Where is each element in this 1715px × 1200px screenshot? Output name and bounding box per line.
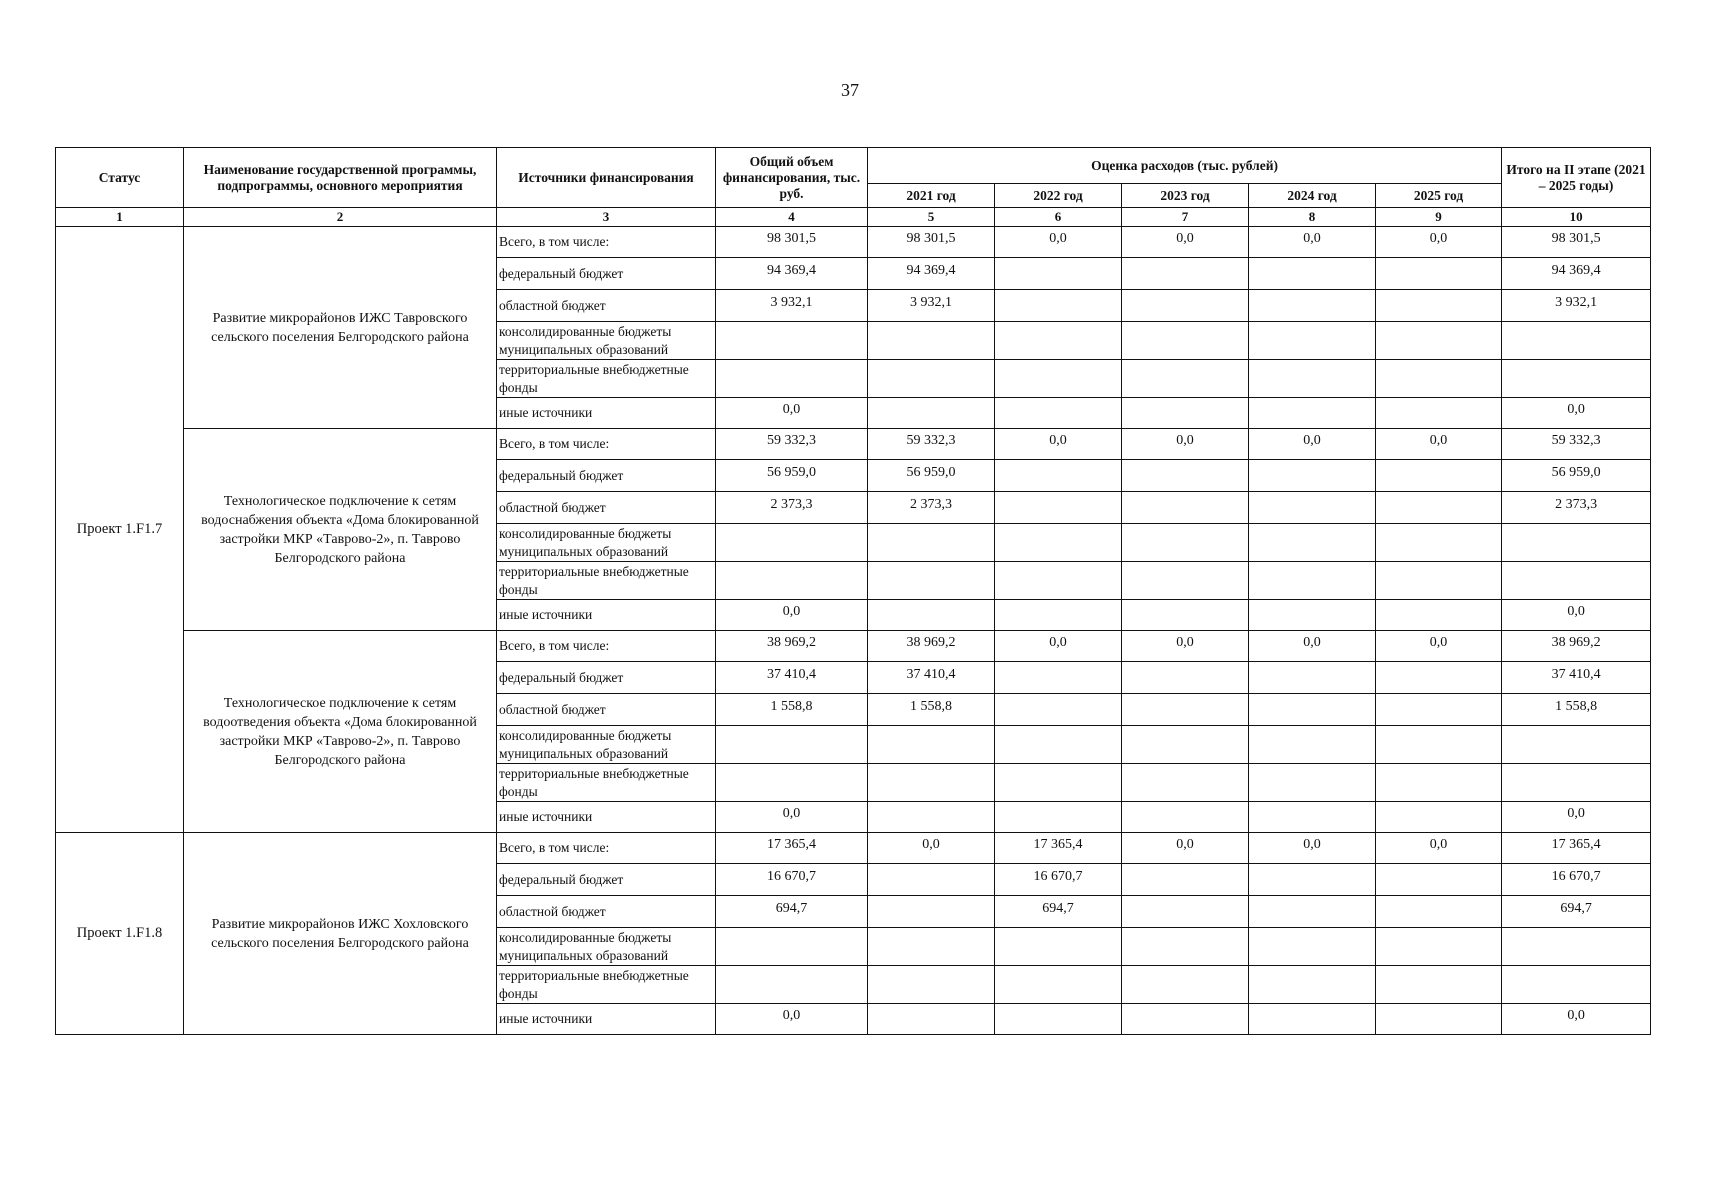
column-number: 3	[497, 208, 716, 227]
amount-cell	[1502, 360, 1651, 398]
amount-value: 0,0	[1429, 837, 1448, 852]
amount-cell	[995, 227, 1122, 258]
amount-cell	[995, 492, 1122, 524]
amount-cell	[1122, 966, 1249, 1004]
column-number: 1	[56, 208, 184, 227]
amount-cell	[1122, 802, 1249, 833]
amount-cell	[995, 600, 1122, 631]
amount-cell	[1122, 429, 1249, 460]
amount-cell	[716, 398, 868, 429]
amount-cell	[1502, 631, 1651, 662]
amount-cell	[1502, 764, 1651, 802]
amount-cell	[868, 631, 995, 662]
amount-cell	[1502, 258, 1651, 290]
funding-source-cell: федеральный бюджет	[497, 864, 716, 896]
amount-cell	[1376, 429, 1502, 460]
amount-cell	[995, 764, 1122, 802]
amount-cell	[1502, 1004, 1651, 1035]
amount-cell	[868, 726, 995, 764]
amount-value: 16 670,7	[767, 868, 816, 884]
amount-cell	[1122, 227, 1249, 258]
funding-source-cell: Всего, в том числе:	[497, 227, 716, 258]
amount-cell	[1376, 764, 1502, 802]
funding-source-cell: иные источники	[497, 398, 716, 429]
amount-value: 0,0	[1303, 433, 1321, 448]
amount-value: 98 301,5	[767, 231, 816, 246]
column-number: 2	[184, 208, 497, 227]
amount-value: 694,7	[1560, 900, 1592, 916]
amount-value: 2 373,3	[770, 496, 813, 512]
column-number: 5	[868, 208, 995, 227]
amount-value: 0,0	[1303, 635, 1321, 650]
amount-value: 37 410,4	[767, 666, 816, 682]
column-number: 7	[1122, 208, 1249, 227]
amount-cell	[1122, 833, 1249, 864]
amount-cell	[1249, 928, 1376, 966]
amount-cell	[1376, 398, 1502, 429]
program-name-cell: Технологическое подключение к сетям водоотведения объекта «Дома блокированной застройки МКР «Таврово-2», п. Таврово Белгородского района	[184, 631, 497, 833]
amount-cell	[995, 460, 1122, 492]
amount-cell	[1249, 492, 1376, 524]
amount-cell	[1249, 726, 1376, 764]
status-cell: Проект 1.F1.7	[56, 227, 184, 833]
column-number: 6	[995, 208, 1122, 227]
amount-value: 0,0	[1176, 635, 1194, 650]
amount-cell	[995, 398, 1122, 429]
amount-cell	[868, 492, 995, 524]
amount-cell	[1502, 928, 1651, 966]
header-name: Наименование государственной программы, подпрограммы, основного мероприятия	[184, 148, 497, 208]
header-year: 2023 год	[1122, 184, 1249, 208]
amount-cell	[995, 631, 1122, 662]
amount-cell	[1122, 322, 1249, 360]
amount-cell	[1249, 864, 1376, 896]
amount-value: 2 373,3	[1555, 496, 1598, 512]
amount-cell	[716, 802, 868, 833]
amount-cell	[1376, 460, 1502, 492]
program-name-cell: Технологическое подключение к сетям водоснабжения объекта «Дома блокированной застройки МКР «Таврово-2», п. Таврово Белгородского района	[184, 429, 497, 631]
amount-cell	[995, 1004, 1122, 1035]
financing-table-wrapper	[55, 147, 1650, 1035]
amount-cell	[1249, 802, 1376, 833]
amount-value: 17 365,4	[1551, 837, 1601, 852]
amount-cell	[995, 896, 1122, 928]
financing-table	[55, 147, 1651, 1035]
amount-value: 16 670,7	[1033, 868, 1083, 884]
amount-cell	[1376, 600, 1502, 631]
funding-source-cell: территориальные внебюджетные фонды	[497, 360, 716, 398]
amount-cell	[1249, 764, 1376, 802]
amount-cell	[1122, 460, 1249, 492]
amount-cell	[1122, 1004, 1249, 1035]
amount-cell	[868, 429, 995, 460]
amount-value: 59 332,3	[1551, 433, 1601, 448]
amount-value: 3 932,1	[770, 294, 813, 310]
amount-cell	[1502, 896, 1651, 928]
funding-source-cell: территориальные внебюджетные фонды	[497, 966, 716, 1004]
amount-cell	[1502, 322, 1651, 360]
amount-cell	[868, 322, 995, 360]
amount-cell	[995, 322, 1122, 360]
amount-cell	[1249, 429, 1376, 460]
table-row	[56, 429, 1651, 460]
amount-cell	[868, 460, 995, 492]
amount-cell	[716, 864, 868, 896]
amount-cell	[1502, 562, 1651, 600]
amount-cell	[1502, 524, 1651, 562]
header-year: 2025 год	[1376, 184, 1502, 208]
amount-cell	[868, 398, 995, 429]
amount-cell	[716, 966, 868, 1004]
amount-value: 0,0	[1176, 231, 1194, 246]
funding-source-cell: иные источники	[497, 802, 716, 833]
amount-value: 0,0	[782, 806, 801, 821]
amount-cell	[1502, 802, 1651, 833]
amount-cell	[868, 966, 995, 1004]
amount-cell	[1502, 694, 1651, 726]
amount-cell	[868, 600, 995, 631]
amount-value: 1 558,8	[1555, 698, 1598, 714]
amount-cell	[1502, 662, 1651, 694]
amount-cell	[995, 694, 1122, 726]
amount-cell	[995, 258, 1122, 290]
amount-value: 0,0	[1303, 231, 1321, 246]
amount-cell	[1249, 631, 1376, 662]
amount-cell	[1376, 966, 1502, 1004]
amount-cell	[1249, 524, 1376, 562]
amount-value: 38 969,2	[767, 635, 816, 650]
amount-value: 0,0	[782, 604, 801, 619]
funding-source-cell: иные источники	[497, 1004, 716, 1035]
amount-cell	[1502, 966, 1651, 1004]
amount-value: 1 558,8	[770, 698, 813, 714]
amount-cell	[716, 662, 868, 694]
amount-cell	[1122, 398, 1249, 429]
funding-source-cell: областной бюджет	[497, 290, 716, 322]
amount-cell	[716, 258, 868, 290]
amount-cell	[1122, 896, 1249, 928]
amount-value: 0,0	[1049, 433, 1067, 448]
amount-cell	[868, 227, 995, 258]
amount-cell	[995, 429, 1122, 460]
amount-value: 0,0	[1429, 433, 1448, 448]
amount-cell	[995, 290, 1122, 322]
amount-cell	[1376, 896, 1502, 928]
amount-cell	[868, 928, 995, 966]
amount-cell	[1502, 460, 1651, 492]
amount-cell	[1502, 398, 1651, 429]
amount-cell	[716, 896, 868, 928]
amount-cell	[1249, 694, 1376, 726]
amount-value: 2 373,3	[910, 496, 952, 512]
amount-value: 0,0	[1176, 837, 1194, 852]
amount-cell	[995, 833, 1122, 864]
amount-cell	[1376, 1004, 1502, 1035]
amount-cell	[1249, 360, 1376, 398]
amount-cell	[868, 833, 995, 864]
amount-value: 0,0	[922, 837, 940, 852]
amount-cell	[1122, 600, 1249, 631]
amount-cell	[716, 492, 868, 524]
amount-value: 37 410,4	[1551, 666, 1601, 682]
table-row	[56, 227, 1651, 258]
amount-cell	[868, 662, 995, 694]
amount-cell	[995, 360, 1122, 398]
funding-source-cell: федеральный бюджет	[497, 662, 716, 694]
amount-cell	[1249, 562, 1376, 600]
amount-cell	[1249, 290, 1376, 322]
amount-cell	[1249, 258, 1376, 290]
header-year: 2024 год	[1249, 184, 1376, 208]
amount-cell	[716, 460, 868, 492]
program-name-cell: Развитие микрорайонов ИЖС Хохловского сельского поселения Белгородского района	[184, 833, 497, 1035]
amount-value: 59 332,3	[906, 433, 956, 448]
amount-cell	[716, 726, 868, 764]
amount-cell	[1122, 694, 1249, 726]
amount-cell	[1249, 227, 1376, 258]
amount-cell	[868, 764, 995, 802]
amount-cell	[716, 928, 868, 966]
amount-cell	[716, 833, 868, 864]
table-row	[56, 833, 1651, 864]
amount-cell	[1249, 1004, 1376, 1035]
amount-cell	[716, 631, 868, 662]
amount-cell	[1122, 258, 1249, 290]
amount-cell	[1249, 600, 1376, 631]
column-number: 4	[716, 208, 868, 227]
amount-value: 56 959,0	[767, 464, 816, 480]
status-cell: Проект 1.F1.8	[56, 833, 184, 1035]
program-name-cell: Развитие микрорайонов ИЖС Тавровского сельского поселения Белгородского района	[184, 227, 497, 429]
amount-value: 0,0	[1567, 806, 1585, 821]
amount-cell	[716, 322, 868, 360]
amount-cell	[1502, 600, 1651, 631]
funding-source-cell: территориальные внебюджетные фонды	[497, 562, 716, 600]
amount-value: 38 969,2	[906, 635, 956, 650]
column-number-row	[56, 208, 1651, 227]
amount-cell	[1502, 833, 1651, 864]
amount-value: 94 369,4	[906, 262, 956, 278]
amount-cell	[995, 864, 1122, 896]
funding-source-cell: Всего, в том числе:	[497, 631, 716, 662]
funding-source-cell: Всего, в том числе:	[497, 429, 716, 460]
amount-cell	[1122, 524, 1249, 562]
amount-value: 694,7	[1042, 900, 1074, 916]
amount-cell	[1376, 694, 1502, 726]
amount-cell	[995, 562, 1122, 600]
header-sources: Источники финансирования	[497, 148, 716, 208]
amount-cell	[868, 562, 995, 600]
amount-cell	[1376, 928, 1502, 966]
amount-cell	[1376, 562, 1502, 600]
amount-value: 0,0	[1429, 231, 1448, 246]
amount-cell	[1249, 966, 1376, 1004]
amount-cell	[716, 1004, 868, 1035]
amount-cell	[995, 802, 1122, 833]
funding-source-cell: иные источники	[497, 600, 716, 631]
amount-value: 3 932,1	[1555, 294, 1598, 310]
amount-cell	[1249, 833, 1376, 864]
amount-cell	[716, 562, 868, 600]
funding-source-cell: федеральный бюджет	[497, 460, 716, 492]
amount-cell	[1376, 662, 1502, 694]
header-estimate: Оценка расходов (тыс. рублей)	[868, 148, 1502, 184]
amount-cell	[1122, 764, 1249, 802]
amount-cell	[1502, 492, 1651, 524]
amount-value: 17 365,4	[1033, 837, 1083, 852]
amount-cell	[1502, 290, 1651, 322]
amount-cell	[1122, 726, 1249, 764]
funding-source-cell: консолидированные бюджеты муниципальных образований	[497, 322, 716, 360]
amount-cell	[995, 524, 1122, 562]
amount-cell	[868, 864, 995, 896]
amount-value: 98 301,5	[906, 231, 956, 246]
amount-value: 38 969,2	[1551, 635, 1601, 650]
amount-cell	[1122, 864, 1249, 896]
amount-cell	[1376, 524, 1502, 562]
amount-cell	[716, 227, 868, 258]
amount-cell	[716, 694, 868, 726]
amount-value: 0,0	[1303, 837, 1321, 852]
funding-source-cell: Всего, в том числе:	[497, 833, 716, 864]
amount-cell	[1376, 227, 1502, 258]
amount-cell	[1122, 662, 1249, 694]
amount-cell	[1122, 562, 1249, 600]
amount-cell	[1376, 360, 1502, 398]
header-year: 2022 год	[995, 184, 1122, 208]
amount-value: 56 959,0	[1551, 464, 1601, 480]
amount-cell	[1122, 631, 1249, 662]
amount-cell	[1376, 322, 1502, 360]
funding-source-cell: областной бюджет	[497, 492, 716, 524]
amount-cell	[1122, 928, 1249, 966]
funding-source-cell: консолидированные бюджеты муниципальных образований	[497, 726, 716, 764]
amount-value: 56 959,0	[906, 464, 956, 480]
amount-cell	[868, 290, 995, 322]
amount-cell	[1376, 726, 1502, 764]
column-number: 10	[1502, 208, 1651, 227]
amount-cell	[1249, 322, 1376, 360]
amount-cell	[868, 258, 995, 290]
table-body	[56, 227, 1651, 1035]
amount-value: 16 670,7	[1551, 868, 1601, 884]
funding-source-cell: консолидированные бюджеты муниципальных образований	[497, 928, 716, 966]
header-year: 2021 год	[868, 184, 995, 208]
amount-cell	[995, 928, 1122, 966]
amount-value: 98 301,5	[1551, 231, 1601, 246]
amount-cell	[1376, 290, 1502, 322]
column-number: 9	[1376, 208, 1502, 227]
amount-value: 0,0	[782, 1008, 801, 1023]
amount-cell	[716, 290, 868, 322]
amount-cell	[1122, 492, 1249, 524]
amount-value: 0,0	[1567, 402, 1585, 417]
amount-cell	[1376, 864, 1502, 896]
amount-value: 59 332,3	[767, 433, 816, 448]
amount-cell	[995, 662, 1122, 694]
amount-value: 1 558,8	[910, 698, 952, 714]
amount-value: 0,0	[1567, 604, 1585, 619]
amount-cell	[1502, 864, 1651, 896]
amount-value: 94 369,4	[767, 262, 816, 278]
amount-cell	[1502, 429, 1651, 460]
amount-value: 694,7	[775, 900, 808, 916]
amount-cell	[1376, 833, 1502, 864]
amount-cell	[1376, 802, 1502, 833]
amount-cell	[868, 896, 995, 928]
amount-cell	[716, 524, 868, 562]
amount-cell	[716, 764, 868, 802]
amount-cell	[1376, 631, 1502, 662]
amount-cell	[868, 694, 995, 726]
amount-cell	[1249, 460, 1376, 492]
amount-value: 0,0	[782, 402, 801, 417]
table-header	[56, 148, 1651, 227]
amount-value: 0,0	[1429, 635, 1448, 650]
amount-cell	[1122, 360, 1249, 398]
amount-cell	[1122, 290, 1249, 322]
funding-source-cell: консолидированные бюджеты муниципальных образований	[497, 524, 716, 562]
amount-cell	[716, 360, 868, 398]
amount-cell	[1249, 398, 1376, 429]
amount-value: 37 410,4	[906, 666, 956, 682]
funding-source-cell: федеральный бюджет	[497, 258, 716, 290]
amount-cell	[995, 966, 1122, 1004]
header-total-volume: Общий объем финансирования, тыс. руб.	[716, 148, 868, 208]
amount-cell	[1502, 227, 1651, 258]
amount-cell	[868, 524, 995, 562]
header-stage-total: Итого на II этапе (2021 – 2025 годы)	[1502, 148, 1651, 208]
amount-value: 0,0	[1567, 1008, 1585, 1023]
amount-cell	[868, 802, 995, 833]
funding-source-cell: территориальные внебюджетные фонды	[497, 764, 716, 802]
amount-value: 0,0	[1176, 433, 1194, 448]
amount-cell	[1249, 896, 1376, 928]
funding-source-cell: областной бюджет	[497, 896, 716, 928]
amount-value: 0,0	[1049, 635, 1067, 650]
amount-cell	[1249, 662, 1376, 694]
amount-cell	[995, 726, 1122, 764]
amount-cell	[1376, 258, 1502, 290]
amount-cell	[868, 1004, 995, 1035]
header-status: Статус	[56, 148, 184, 208]
amount-value: 0,0	[1049, 231, 1067, 246]
amount-cell	[716, 429, 868, 460]
page-number: 37	[841, 80, 859, 100]
funding-source-cell: областной бюджет	[497, 694, 716, 726]
table-row	[56, 631, 1651, 662]
amount-cell	[1376, 492, 1502, 524]
amount-cell	[716, 600, 868, 631]
amount-cell	[868, 360, 995, 398]
amount-value: 3 932,1	[910, 294, 952, 310]
column-number: 8	[1249, 208, 1376, 227]
amount-value: 94 369,4	[1551, 262, 1601, 278]
amount-cell	[1502, 726, 1651, 764]
amount-value: 17 365,4	[767, 837, 816, 852]
